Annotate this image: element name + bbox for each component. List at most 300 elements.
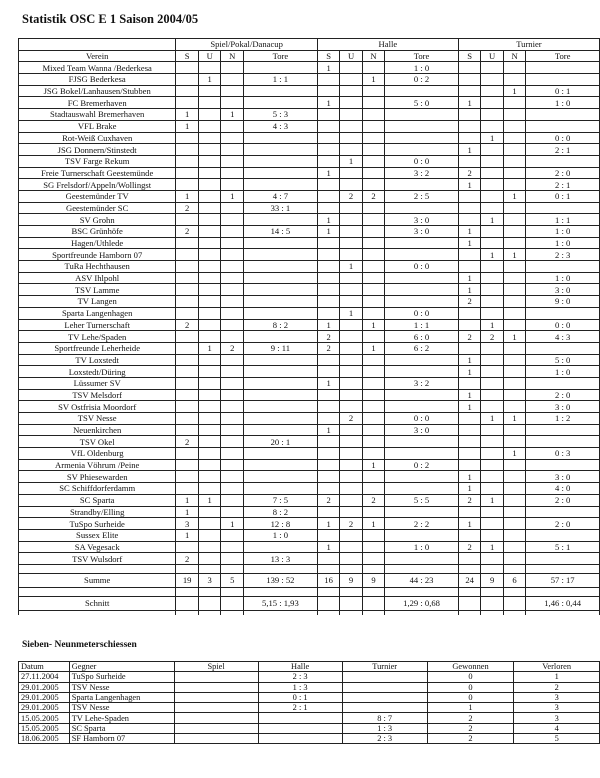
stat-cell bbox=[198, 62, 221, 74]
shootout-cell: 29.01.2005 bbox=[19, 682, 70, 692]
stat-cell bbox=[340, 249, 362, 261]
stat-cell: 1 : 2 bbox=[526, 413, 600, 425]
spacer-cell bbox=[198, 610, 221, 615]
table-row bbox=[19, 132, 600, 144]
summe-cell: 19 bbox=[176, 573, 199, 587]
table-row bbox=[19, 272, 600, 284]
stat-cell bbox=[503, 377, 525, 389]
stat-cell bbox=[243, 62, 317, 74]
stat-cell bbox=[340, 132, 362, 144]
shootout-cell: 2 bbox=[427, 713, 514, 723]
stat-cell bbox=[176, 85, 199, 97]
column-header: U bbox=[198, 50, 221, 62]
schnitt-cell bbox=[503, 596, 525, 610]
table-row bbox=[19, 413, 600, 425]
spacer-cell bbox=[458, 587, 481, 596]
stat-cell: 3 bbox=[176, 518, 199, 530]
stat-cell: 2 : 0 bbox=[526, 494, 600, 506]
stat-cell: 1 bbox=[458, 518, 481, 530]
stat-cell bbox=[198, 120, 221, 132]
summe-cell: 9 bbox=[340, 573, 362, 587]
stat-cell bbox=[243, 424, 317, 436]
stat-cell bbox=[503, 132, 525, 144]
stat-cell: 2 bbox=[362, 494, 384, 506]
stat-cell bbox=[198, 85, 221, 97]
stat-cell bbox=[362, 483, 384, 495]
stat-cell bbox=[317, 284, 340, 296]
stat-cell bbox=[176, 459, 199, 471]
stat-cell: 1 : 0 bbox=[385, 62, 459, 74]
stat-cell: 2 : 2 bbox=[385, 518, 459, 530]
stat-cell: 1 bbox=[503, 190, 525, 202]
stat-cell bbox=[176, 483, 199, 495]
stat-cell bbox=[317, 483, 340, 495]
verein-cell: SG Frelsdorf/Appeln/Wollingst bbox=[19, 179, 176, 191]
spacer-cell bbox=[362, 564, 384, 573]
summe-cell: 139 : 52 bbox=[243, 573, 317, 587]
stat-cell bbox=[198, 436, 221, 448]
stat-cell: 1 bbox=[481, 214, 503, 226]
stat-cell bbox=[481, 284, 503, 296]
stat-cell bbox=[503, 62, 525, 74]
spacer-cell bbox=[481, 587, 503, 596]
stat-cell bbox=[340, 366, 362, 378]
stat-cell bbox=[340, 424, 362, 436]
stat-cell bbox=[385, 471, 459, 483]
verein-cell: Rot-Weiß Cuxhaven bbox=[19, 132, 176, 144]
stat-cell bbox=[481, 401, 503, 413]
stat-cell bbox=[176, 541, 199, 553]
stat-cell: 1 bbox=[458, 471, 481, 483]
verein-cell: TSV Wulsdorf bbox=[19, 553, 176, 565]
stat-cell bbox=[198, 529, 221, 541]
stat-cell bbox=[198, 319, 221, 331]
stat-cell: 2 bbox=[458, 494, 481, 506]
stat-cell bbox=[362, 541, 384, 553]
verein-cell: Freie Turnerschaft Geestemünde bbox=[19, 167, 176, 179]
stat-cell bbox=[362, 132, 384, 144]
stat-cell: 2 bbox=[221, 342, 244, 354]
stat-cell bbox=[221, 483, 244, 495]
shootout-cell: 15.05.2005 bbox=[19, 723, 70, 733]
stat-cell: 1 bbox=[458, 237, 481, 249]
spacer-row bbox=[19, 610, 600, 615]
stat-cell bbox=[176, 354, 199, 366]
stat-cell: 5 : 0 bbox=[385, 97, 459, 109]
table-row bbox=[19, 85, 600, 97]
stat-cell bbox=[458, 319, 481, 331]
shootout-cell: 15.05.2005 bbox=[19, 713, 70, 723]
stat-cell: 1 bbox=[362, 342, 384, 354]
schnitt-cell bbox=[340, 596, 362, 610]
stat-cell bbox=[481, 62, 503, 74]
shootout-cell: SF Hamborn 07 bbox=[69, 734, 174, 744]
spacer-cell bbox=[362, 587, 384, 596]
shootout-row bbox=[19, 703, 600, 713]
stat-cell bbox=[340, 226, 362, 238]
stat-cell: 1 bbox=[176, 109, 199, 121]
verein-cell: Loxstedt/Düring bbox=[19, 366, 176, 378]
stat-cell bbox=[221, 307, 244, 319]
stat-cell: 1 bbox=[458, 401, 481, 413]
shootout-cell: 18.06.2005 bbox=[19, 734, 70, 744]
stat-cell bbox=[481, 436, 503, 448]
verein-cell: JSG Bokel/Lanhausen/Stubben bbox=[19, 85, 176, 97]
stat-cell bbox=[198, 541, 221, 553]
stat-cell: 1 bbox=[317, 214, 340, 226]
spacer-cell bbox=[503, 587, 525, 596]
verein-cell: TuSpo Surheide bbox=[19, 518, 176, 530]
stat-cell bbox=[340, 74, 362, 86]
stat-cell bbox=[176, 307, 199, 319]
stat-cell: 2 bbox=[340, 413, 362, 425]
stat-cell: 1 bbox=[198, 74, 221, 86]
stat-cell bbox=[340, 179, 362, 191]
table-row bbox=[19, 459, 600, 471]
stat-cell bbox=[481, 553, 503, 565]
stat-cell bbox=[458, 62, 481, 74]
stat-cell bbox=[176, 179, 199, 191]
stat-cell: 3 : 0 bbox=[385, 214, 459, 226]
table-row bbox=[19, 190, 600, 202]
stat-cell bbox=[362, 237, 384, 249]
stat-cell bbox=[385, 389, 459, 401]
stat-cell: 1 bbox=[481, 249, 503, 261]
stat-cell bbox=[317, 413, 340, 425]
shootout-cell: Sparta Langenhagen bbox=[69, 692, 174, 702]
verein-cell: Sportfreunde Hamborn 07 bbox=[19, 249, 176, 261]
stat-cell bbox=[458, 190, 481, 202]
stat-cell bbox=[481, 377, 503, 389]
schnitt-cell bbox=[458, 596, 481, 610]
stat-cell: 4 : 3 bbox=[526, 331, 600, 343]
stat-cell: 12 : 8 bbox=[243, 518, 317, 530]
stat-cell bbox=[362, 249, 384, 261]
stat-cell bbox=[503, 459, 525, 471]
stat-cell bbox=[385, 132, 459, 144]
stat-cell: 2 bbox=[176, 553, 199, 565]
verein-cell: SA Vegesack bbox=[19, 541, 176, 553]
shootout-cell: 0 bbox=[427, 682, 514, 692]
stat-cell: 2 bbox=[317, 342, 340, 354]
spacer-cell bbox=[198, 587, 221, 596]
stat-cell bbox=[362, 401, 384, 413]
table-row bbox=[19, 296, 600, 308]
shootout-cell: 1 : 3 bbox=[258, 682, 342, 692]
stat-cell: 1 bbox=[340, 261, 362, 273]
stat-cell bbox=[385, 144, 459, 156]
stat-cell: 5 : 0 bbox=[526, 354, 600, 366]
stat-cell bbox=[362, 377, 384, 389]
stat-cell bbox=[385, 284, 459, 296]
stat-cell: 1 bbox=[317, 97, 340, 109]
table-row bbox=[19, 424, 600, 436]
stat-cell: 3 : 0 bbox=[526, 401, 600, 413]
stat-cell: 1 bbox=[221, 190, 244, 202]
stat-cell: 1 bbox=[317, 226, 340, 238]
stat-cell bbox=[221, 74, 244, 86]
stat-cell bbox=[176, 284, 199, 296]
stat-cell: 1 bbox=[198, 494, 221, 506]
stat-cell bbox=[526, 202, 600, 214]
summe-cell: 9 bbox=[481, 573, 503, 587]
stat-cell bbox=[481, 190, 503, 202]
stat-cell bbox=[385, 109, 459, 121]
stat-cell bbox=[221, 471, 244, 483]
stat-cell: 8 : 2 bbox=[243, 319, 317, 331]
stat-cell: 1 bbox=[503, 249, 525, 261]
document-title: Statistik OSC E 1 Saison 2004/05 bbox=[22, 12, 199, 26]
shootout-cell: 2 : 3 bbox=[258, 672, 342, 682]
stat-cell: 1 bbox=[362, 74, 384, 86]
stat-cell: 1 : 0 bbox=[526, 226, 600, 238]
stat-cell bbox=[503, 366, 525, 378]
stat-cell bbox=[362, 366, 384, 378]
stat-cell: 0 : 0 bbox=[385, 307, 459, 319]
shootout-cell: 5 bbox=[514, 734, 600, 744]
shootout-cell: 29.01.2005 bbox=[19, 692, 70, 702]
shootout-row bbox=[19, 672, 600, 682]
stat-cell bbox=[243, 85, 317, 97]
summe-label: Summe bbox=[19, 573, 176, 587]
stat-cell bbox=[458, 448, 481, 460]
stat-cell: 1 bbox=[481, 413, 503, 425]
stat-cell bbox=[503, 506, 525, 518]
stat-cell bbox=[198, 202, 221, 214]
stat-cell: 1 bbox=[458, 389, 481, 401]
table-row bbox=[19, 436, 600, 448]
stat-cell bbox=[362, 413, 384, 425]
spacer-cell bbox=[481, 564, 503, 573]
stat-cell bbox=[198, 401, 221, 413]
stat-cell: 2 bbox=[317, 494, 340, 506]
stat-cell bbox=[243, 307, 317, 319]
summe-cell: 9 bbox=[362, 573, 384, 587]
stat-cell bbox=[221, 85, 244, 97]
stat-cell bbox=[317, 389, 340, 401]
shootout-cell bbox=[174, 723, 258, 733]
stat-cell bbox=[176, 401, 199, 413]
stat-cell: 2 bbox=[458, 296, 481, 308]
stat-cell bbox=[317, 272, 340, 284]
stat-cell bbox=[317, 401, 340, 413]
stat-cell: 1 : 0 bbox=[526, 237, 600, 249]
stat-cell: 4 : 3 bbox=[243, 120, 317, 132]
stat-cell bbox=[458, 214, 481, 226]
verein-cell: JSG Donnern/Stinstedt bbox=[19, 144, 176, 156]
stat-cell bbox=[243, 144, 317, 156]
shootout-header: Turnier bbox=[342, 662, 427, 672]
stat-cell: 1 bbox=[458, 226, 481, 238]
stat-cell: 1 bbox=[458, 97, 481, 109]
stat-cell bbox=[503, 307, 525, 319]
stat-cell bbox=[481, 471, 503, 483]
column-header: U bbox=[340, 50, 362, 62]
spacer-cell bbox=[526, 610, 600, 615]
stat-cell bbox=[340, 389, 362, 401]
column-header: N bbox=[362, 50, 384, 62]
verein-cell: Strandby/Elling bbox=[19, 506, 176, 518]
spacer-cell bbox=[526, 587, 600, 596]
shootout-cell: 2 : 1 bbox=[258, 703, 342, 713]
stat-cell bbox=[198, 261, 221, 273]
shootout-row bbox=[19, 713, 600, 723]
stat-cell bbox=[221, 319, 244, 331]
stat-cell: 2 : 1 bbox=[526, 144, 600, 156]
stat-cell: 1 : 0 bbox=[526, 97, 600, 109]
verein-cell: TSV Lamme bbox=[19, 284, 176, 296]
stat-cell bbox=[362, 436, 384, 448]
stat-cell bbox=[221, 249, 244, 261]
stat-cell: 1 bbox=[481, 494, 503, 506]
stat-cell bbox=[243, 401, 317, 413]
stat-cell bbox=[526, 307, 600, 319]
spacer-cell bbox=[221, 564, 244, 573]
stat-cell bbox=[385, 272, 459, 284]
spacer-cell bbox=[481, 610, 503, 615]
stat-cell bbox=[481, 155, 503, 167]
stat-cell bbox=[385, 448, 459, 460]
summe-cell: 6 bbox=[503, 573, 525, 587]
schnitt-cell: 1,29 : 0,68 bbox=[385, 596, 459, 610]
spacer-cell bbox=[19, 587, 176, 596]
stat-cell bbox=[243, 448, 317, 460]
stat-cell bbox=[221, 389, 244, 401]
stat-cell bbox=[458, 202, 481, 214]
stat-cell bbox=[340, 237, 362, 249]
stat-cell bbox=[221, 436, 244, 448]
stat-cell: 1 bbox=[317, 518, 340, 530]
stat-cell: 3 : 2 bbox=[385, 377, 459, 389]
shootout-header: Spiel bbox=[174, 662, 258, 672]
stat-cell: 1 bbox=[317, 167, 340, 179]
stat-cell bbox=[481, 518, 503, 530]
stat-cell bbox=[198, 553, 221, 565]
stat-cell bbox=[362, 506, 384, 518]
stat-cell bbox=[176, 261, 199, 273]
stat-cell bbox=[340, 342, 362, 354]
stat-cell bbox=[221, 553, 244, 565]
table-row bbox=[19, 284, 600, 296]
stat-cell bbox=[198, 307, 221, 319]
column-header-row bbox=[19, 50, 600, 62]
stat-cell bbox=[176, 144, 199, 156]
stat-cell bbox=[503, 272, 525, 284]
stat-cell bbox=[385, 401, 459, 413]
stat-cell bbox=[458, 377, 481, 389]
stat-cell bbox=[317, 120, 340, 132]
stat-cell bbox=[198, 284, 221, 296]
shootout-header: Verloren bbox=[514, 662, 600, 672]
stat-cell bbox=[317, 261, 340, 273]
stat-cell bbox=[198, 226, 221, 238]
stat-cell bbox=[198, 272, 221, 284]
stat-cell bbox=[362, 179, 384, 191]
stat-cell bbox=[317, 109, 340, 121]
shootout-cell bbox=[174, 672, 258, 682]
stat-cell: 1 bbox=[317, 541, 340, 553]
stat-cell: 2 bbox=[317, 331, 340, 343]
stat-cell bbox=[317, 249, 340, 261]
stat-cell bbox=[176, 424, 199, 436]
stat-cell bbox=[221, 424, 244, 436]
table-row bbox=[19, 155, 600, 167]
stat-cell bbox=[221, 529, 244, 541]
shootout-cell bbox=[258, 723, 342, 733]
stat-cell bbox=[362, 284, 384, 296]
group-header-halle: Halle bbox=[317, 39, 458, 51]
stat-cell: 0 : 2 bbox=[385, 74, 459, 86]
stat-cell bbox=[458, 155, 481, 167]
stat-cell bbox=[481, 120, 503, 132]
schnitt-cell bbox=[362, 596, 384, 610]
stat-cell bbox=[221, 155, 244, 167]
shootout-cell bbox=[174, 682, 258, 692]
stat-cell bbox=[243, 155, 317, 167]
shootout-header: Datum bbox=[19, 662, 70, 672]
stat-cell bbox=[503, 553, 525, 565]
stat-cell bbox=[503, 144, 525, 156]
column-header: S bbox=[176, 50, 199, 62]
stat-cell bbox=[458, 553, 481, 565]
stat-cell bbox=[481, 85, 503, 97]
schnitt-row bbox=[19, 596, 600, 610]
stat-cell: 0 : 0 bbox=[385, 155, 459, 167]
stat-cell bbox=[385, 483, 459, 495]
stat-cell bbox=[198, 109, 221, 121]
stat-cell bbox=[481, 144, 503, 156]
stat-cell: 1 bbox=[503, 331, 525, 343]
stat-cell bbox=[176, 413, 199, 425]
spacer-cell bbox=[176, 610, 199, 615]
stat-cell bbox=[221, 237, 244, 249]
stat-cell: 1 bbox=[458, 483, 481, 495]
stat-cell: 6 : 2 bbox=[385, 342, 459, 354]
stat-cell: 1 bbox=[458, 179, 481, 191]
verein-cell: TV Loxstedt bbox=[19, 354, 176, 366]
stat-cell bbox=[458, 132, 481, 144]
stat-cell bbox=[340, 506, 362, 518]
stat-cell bbox=[221, 377, 244, 389]
stat-cell bbox=[526, 342, 600, 354]
stat-cell bbox=[458, 424, 481, 436]
stat-cell bbox=[221, 179, 244, 191]
stat-cell bbox=[243, 284, 317, 296]
stat-cell bbox=[362, 120, 384, 132]
stat-cell bbox=[221, 413, 244, 425]
shootout-cell: 2 bbox=[427, 723, 514, 733]
stat-cell bbox=[340, 319, 362, 331]
stat-cell bbox=[362, 307, 384, 319]
stat-cell bbox=[221, 97, 244, 109]
stat-cell: 0 : 0 bbox=[385, 261, 459, 273]
stat-cell bbox=[362, 354, 384, 366]
stat-cell bbox=[221, 144, 244, 156]
stat-cell bbox=[503, 226, 525, 238]
stat-cell bbox=[221, 401, 244, 413]
stat-cell bbox=[176, 167, 199, 179]
stat-cell: 3 : 0 bbox=[526, 471, 600, 483]
shootout-cell: 0 bbox=[427, 692, 514, 702]
stat-cell bbox=[176, 249, 199, 261]
stat-cell bbox=[340, 272, 362, 284]
stat-cell bbox=[317, 85, 340, 97]
stat-cell bbox=[221, 284, 244, 296]
group-header-spiel: Spiel/Pokal/Danacup bbox=[176, 39, 317, 51]
stat-cell bbox=[176, 448, 199, 460]
stat-cell bbox=[198, 377, 221, 389]
column-header: S bbox=[317, 50, 340, 62]
